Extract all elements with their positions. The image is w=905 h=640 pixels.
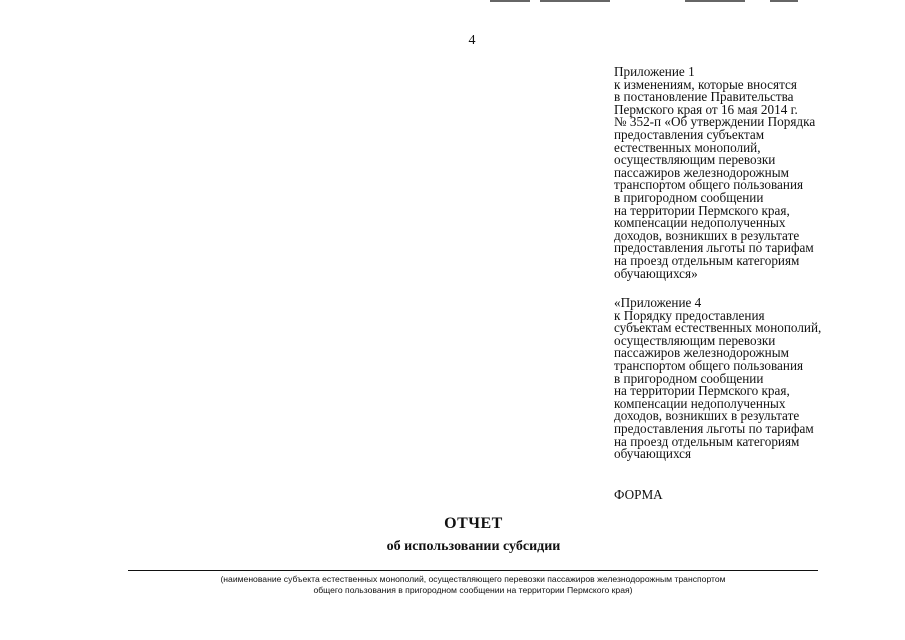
entity-name-caption	[128, 574, 818, 596]
appendix-4-line: субъектам естественных монополий,	[614, 320, 822, 336]
appendix-1-line: пассажиров железнодорожным	[614, 164, 789, 180]
appendix-1-line: естественных монополий,	[614, 139, 761, 155]
appendix-4-line: к Порядку предоставления	[614, 307, 765, 323]
page-number: 4	[468, 33, 476, 48]
report-title: ОТЧЕТ	[444, 515, 503, 532]
appendix-1-line: обучающихся»	[614, 265, 698, 281]
appendix-1-line: в постановление Правительства	[614, 89, 794, 105]
report-subtitle: об использовании субсидии	[386, 539, 561, 554]
appendix-4-line: транспортом общего пользования	[614, 357, 804, 373]
appendix-4-line: на территории Пермского края,	[614, 383, 790, 399]
appendix-1-line: в пригородном сообщении	[614, 189, 764, 205]
appendix-1-line: на территории Пермского края,	[614, 202, 790, 218]
appendix-1-line: на проезд отдельным категориям	[614, 252, 800, 268]
appendix-4-line: в пригородном сообщении	[614, 370, 764, 386]
appendix-4-line: доходов, возникших в результате	[614, 408, 800, 424]
appendix-1-line: осуществляющим перевозки	[614, 152, 776, 168]
appendix-4-line: «Приложение 4	[614, 295, 702, 310]
appendix-4-header	[614, 297, 884, 461]
form-label: ФОРМА	[614, 487, 663, 502]
entity-caption-line: (наименование субъекта естественных монополий, осуществляющего перевозки пассажиров железнодорожным транспортом	[220, 574, 726, 584]
appendix-4-line: обучающихся	[614, 446, 692, 462]
appendix-1-line: компенсации недополученных	[614, 215, 786, 231]
appendix-1-header	[614, 66, 884, 280]
scan-edge-marks	[480, 0, 810, 3]
appendix-1-line: предоставления льготы по тарифам	[614, 240, 814, 256]
entity-caption-line: общего пользования в пригородном сообщении на территории Пермского края)	[313, 585, 633, 595]
appendix-1-line: Пермского края от 16 мая 2014 г.	[614, 101, 798, 117]
appendix-1-line: транспортом общего пользования	[614, 177, 804, 193]
appendix-4-line: осуществляющим перевозки	[614, 332, 776, 348]
appendix-1-line: предоставления субъектам	[614, 126, 765, 142]
appendix-1-line: к изменениям, которые вносятся	[614, 76, 797, 92]
appendix-4-line: на проезд отдельным категориям	[614, 433, 800, 449]
appendix-1-line: Приложение 1	[614, 64, 695, 79]
appendix-1-line: № 352-п «Об утверждении Порядка	[614, 114, 816, 130]
appendix-4-line: компенсации недополученных	[614, 395, 786, 411]
appendix-4-line: пассажиров железнодорожным	[614, 345, 789, 361]
appendix-4-line: предоставления льготы по тарифам	[614, 420, 814, 436]
appendix-1-line: доходов, возникших в результате	[614, 227, 800, 243]
entity-name-field	[128, 570, 818, 571]
